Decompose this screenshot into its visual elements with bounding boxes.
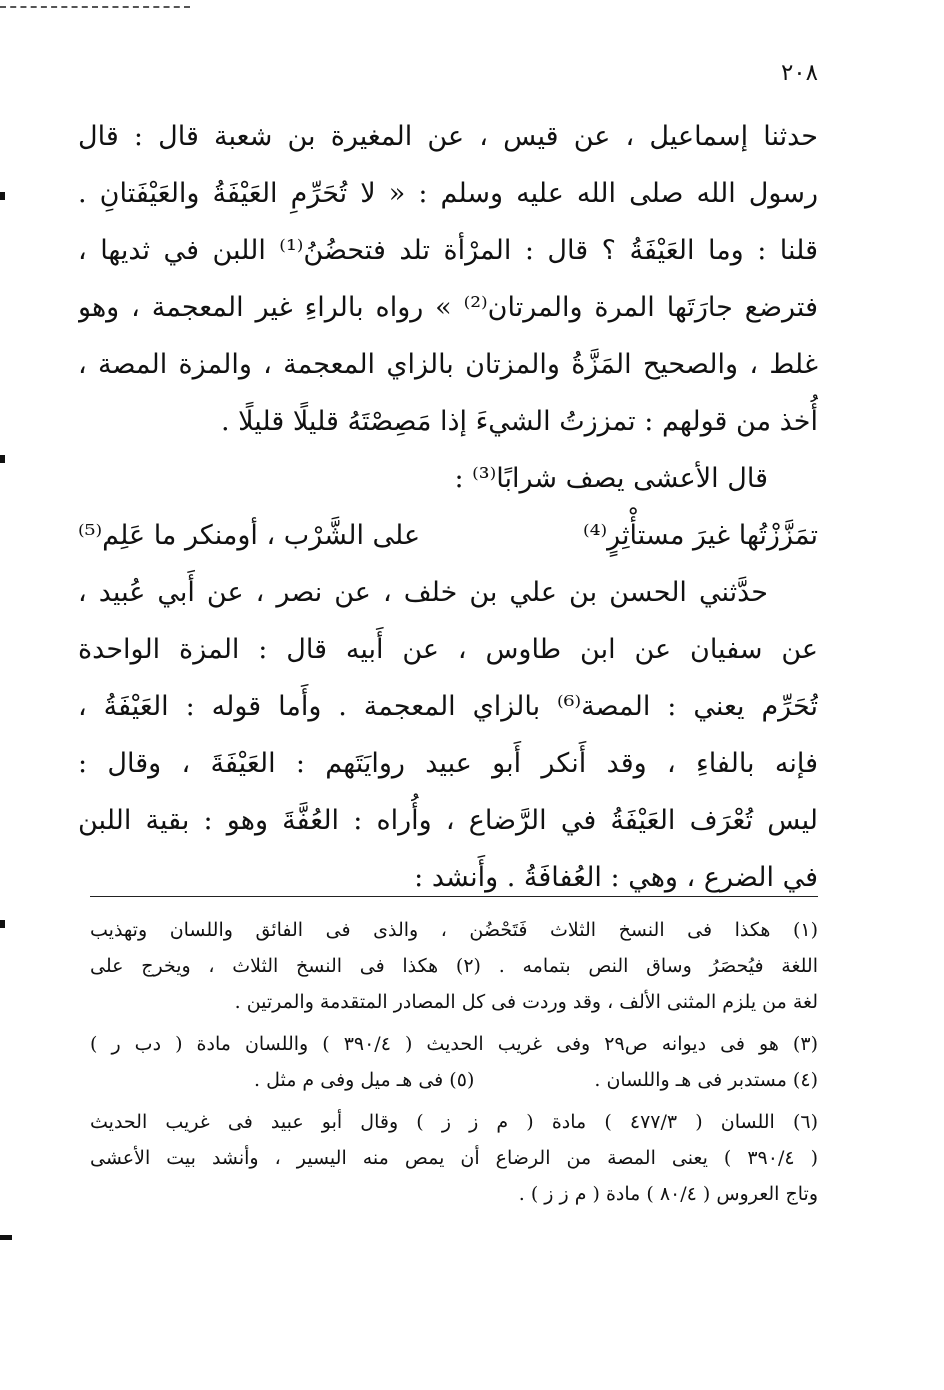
verse-intro: قال الأعشى يصف شرابًا⁽³⁾ : — [454, 463, 768, 494]
poetry-verse — [78, 507, 818, 564]
text-line: تُحَرِّم يعني : المصة⁽⁶⁾ بالزاي المعجمة . وأَما قوله : العَيْفَةُ ، — [78, 691, 818, 722]
footnote-line: لغة من يلزم المثنى الألف ، وقد وردت فى كل المصادر المتقدمة والمرتين . — [234, 991, 818, 1013]
footnote-line: (١) هكذا فى النسخ الثلاث فَتَحْضُن ، والذى فى الفائق واللسان وتهذيب — [90, 919, 818, 941]
scan-margin-mark — [0, 1235, 12, 1240]
footnote-separator — [90, 896, 818, 897]
text-line: رسول الله صلى الله عليه وسلم : « لا تُحَرِّمِ العَيْفَةُ والعَيْفَتانِ . — [78, 178, 818, 209]
text-line: غلط ، والصحيح المَزَّةُ والمزتان بالزاي المعجمة ، والمزة المصة ، — [78, 349, 818, 380]
footnotes — [90, 912, 818, 1212]
footnote-line: وتاج العروس ( ٨٠/٤ ) مادة ( م ز ز ) . — [518, 1183, 818, 1205]
text-line: أُخذ من قولهم : تمززتُ الشيءَ إذا مَصِصْتَهُ قليلًا قليلًا . — [220, 406, 818, 437]
page-number: ٢٠٨ — [780, 60, 818, 86]
verse-hemistich-left: على الشَّرْب ، أومنكر ما عَلِم⁽⁵⁾ — [78, 520, 421, 551]
footnote-5: (٥) فى هـ ميل وفى م مثل . — [254, 1069, 475, 1091]
footnote-4: (٤) مستدبر فى هـ واللسان . — [594, 1069, 818, 1091]
text-line: قلنا : وما العَيْفَةُ ؟ قال : المرْأة تلد فتحضُنُ⁽¹⁾ اللبن في ثديها ، — [78, 235, 818, 266]
scan-margin-mark — [0, 920, 5, 928]
text-line: ليس تُعْرَف العَيْفَةُ في الرَّضاع ، وأُراه : العُفَّةَ وهو : بقية اللبن — [78, 805, 818, 836]
footnote-line — [90, 1062, 818, 1098]
text-line: فإنه بالفاءِ ، وقد أَنكر أَبو عبيد روايَتَهم : العَيْفَةَ ، وقال : — [78, 748, 818, 779]
scan-edge-dashes — [0, 6, 190, 8]
scan-margin-mark — [0, 455, 5, 463]
footnote-line: اللغة فيُحصَرُ وساق النص بتمامه . (٢) هكذا فى النسخ الثلاث ، ويخرج على — [90, 955, 818, 977]
footnote-line: ( ٣٩٠/٤ ) يعنى المصة من الرضاع أن يمص منه اليسير ، وأنشد بيت الأعشى — [90, 1147, 818, 1169]
text-line: حدثنا إسماعيل ، عن قيس ، عن المغيرة بن شعبة قال : قال — [78, 121, 818, 152]
text-line: عن سفيان عن ابن طاوس ، عن أَبيه قال : المزة الواحدة — [78, 634, 818, 665]
main-text — [78, 108, 818, 906]
text-line: في الضرع ، وهي : العُفافَةُ . وأَنشد : — [414, 862, 818, 893]
footnote-line: (٣) هو فى ديوانه ص٢٩ وفى غريب الحديث ( ٣٩٠/٤ ) واللسان مادة ( دب ر ) — [90, 1033, 818, 1055]
footnote-line: (٦) اللسان ( ٤٧٧/٣ ) مادة ( م ز ز ) وقال أبو عبيد فى غريب الحديث — [90, 1111, 818, 1133]
scan-margin-mark — [0, 192, 5, 200]
text-line: فترضع جارَتَها المرة والمرتان⁽²⁾ » رواه بالراءِ غير المعجمة ، وهو — [78, 292, 818, 323]
verse-hemistich-right: تمَزَّزْتُها غيرَ مستأْثِرٍ⁽⁴⁾ — [582, 520, 818, 551]
text-line: حدَّثني الحسن بن علي بن خلف ، عن نصر ، عن أَبي عُبيد ، — [78, 577, 768, 608]
